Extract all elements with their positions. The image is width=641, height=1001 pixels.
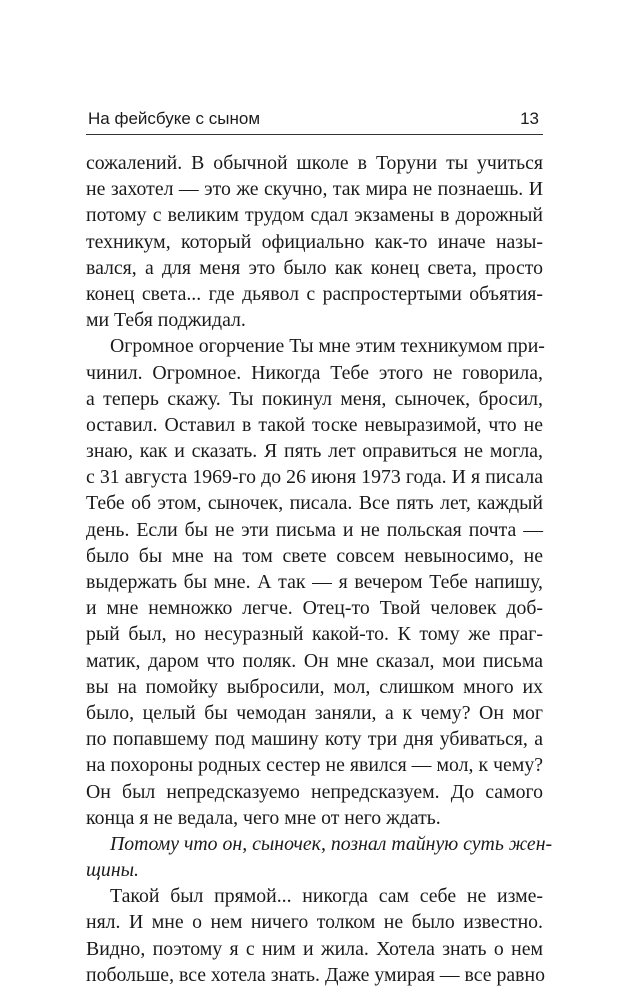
text-line: выдержать бы мне. А так — я вечером Тебе напишу, (86, 571, 543, 593)
running-header (86, 105, 543, 135)
text-line: техникум, который официально как-то иначе назы- (86, 230, 543, 253)
text-line: щины. (86, 859, 139, 882)
text-line: Огромное огорчение Ты мне этим техникумом при- (110, 335, 545, 358)
text-line: знаю, как и сказать. Я пять лет оправиться не могла, (86, 440, 543, 463)
text-line: было, целый бы чемодан заняли, а к чему? Он мог (86, 701, 543, 724)
text-line: день. Если бы не эти письма и не польская почта — (86, 518, 543, 541)
text-line: нял. И мне о нем ничего толком не было известно. (86, 911, 543, 934)
text-line: сожалений. В обычной школе в Торуни ты учиться (86, 152, 543, 174)
text-line: ми Тебя поджидал. (86, 309, 246, 332)
text-line: на похороны родных сестер не явился — мол, к чему? (86, 754, 543, 777)
text-line: конца я не ведала, чего мне от него ждать. (86, 806, 441, 829)
text-line: Тебе об этом, сыночек, писала. Все пять лет, каждый (86, 492, 543, 515)
text-line: Такой был прямой... никогда сам себе не изме- (110, 885, 543, 908)
text-line: оставил. Оставил в такой тоске невыразимой, что не (86, 413, 543, 436)
text-line: потому с великим трудом сдал экзамены в дорожный (86, 204, 543, 227)
text-line: Видно, поэтому я с ним и жила. Хотела знать о нем (86, 937, 543, 960)
header-rule (86, 134, 543, 135)
text-line: Потому что он, сыночек, познал тайную суть жен- (110, 832, 553, 855)
text-line: по попавшему под машину коту три дня убиваться, а (86, 728, 543, 751)
text-line: было бы мне на том свете совсем невыносимо, не (86, 544, 543, 567)
text-line: вался, а для меня это было как конец света, просто (86, 256, 543, 279)
text-line: рый был, но несуразный какой-то. К тому же праг- (86, 623, 543, 646)
text-line: не захотел — это же скучно, так мира не познаешь. И (86, 178, 543, 201)
text-line: чинил. Огромное. Никогда Тебе этого не говорила, (86, 361, 543, 384)
text-line: матик, даром что поляк. Он мне сказал, мои письма (86, 649, 543, 672)
text-line: конец света... где дьявол с распростертыми объятия- (86, 282, 543, 305)
page-number: 13 (520, 109, 539, 128)
text-line: вы на помойку выбросили, мол, слишком много их (86, 675, 543, 698)
text-line: Он был непредсказуемо непредсказуем. До самого (86, 780, 543, 803)
text-line: а теперь скажу. Ты покинул меня, сыночек, бросил, (86, 387, 543, 410)
text-line: с 31 августа 1969-го до 26 июня 1973 года. И я писала (86, 466, 543, 489)
text-line: и мне немножко легче. Отец-то Твой человек доб- (86, 597, 543, 620)
running-title: На фейсбуке с сыном (88, 109, 261, 128)
text-line: побольше, все хотела знать. Даже умирая — все равно (86, 963, 545, 986)
body-text (86, 150, 553, 988)
